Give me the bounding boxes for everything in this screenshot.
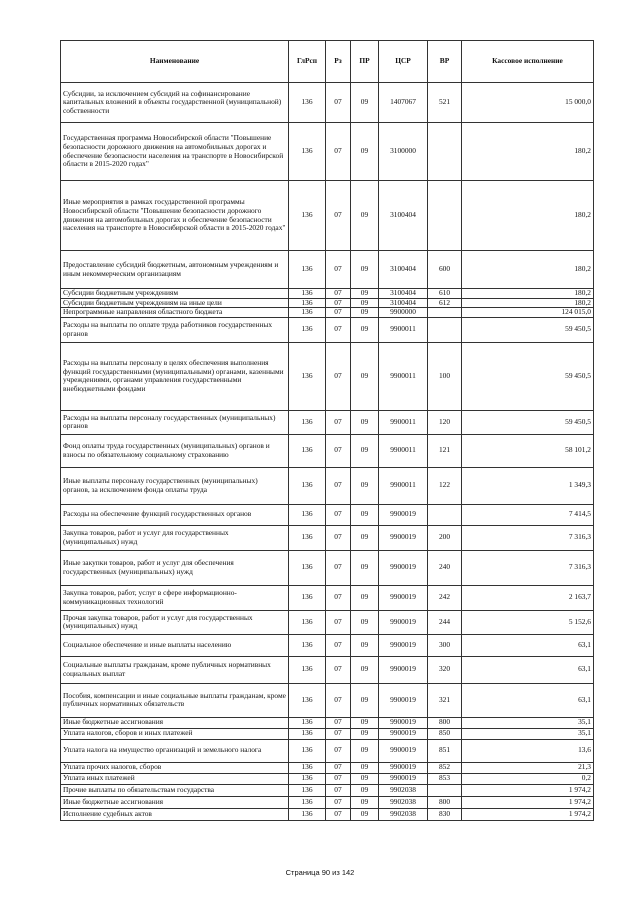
cell-name: Предоставление субсидий бюджетным, автономным учреждениям и иным некоммерческим организациям xyxy=(61,251,289,289)
cell-csr: 9900019 xyxy=(379,525,428,550)
cell-rz: 07 xyxy=(326,585,351,610)
cell-amount: 59 450,5 xyxy=(462,410,594,434)
table-row xyxy=(61,504,594,525)
cell-amount: 7 414,5 xyxy=(462,504,594,525)
cell-name: Расходы на выплаты по оплате труда работников государственных органов xyxy=(61,317,289,342)
cell-rz: 07 xyxy=(326,728,351,739)
cell-rz: 07 xyxy=(326,683,351,717)
cell-pr: 09 xyxy=(351,796,379,808)
cell-glrsp: 136 xyxy=(289,525,326,550)
header-amount: Кассовое исполнение xyxy=(462,41,594,83)
cell-csr: 9902038 xyxy=(379,784,428,796)
table-row xyxy=(61,550,594,585)
cell-rz: 07 xyxy=(326,796,351,808)
cell-pr: 09 xyxy=(351,434,379,467)
cell-pr: 09 xyxy=(351,289,379,299)
cell-glrsp: 136 xyxy=(289,784,326,796)
cell-rz: 07 xyxy=(326,550,351,585)
cell-glrsp: 136 xyxy=(289,656,326,683)
cell-glrsp: 136 xyxy=(289,504,326,525)
cell-vr xyxy=(428,504,462,525)
cell-name: Иные закупки товаров, работ и услуг для обеспечения государственных (муниципальных) нужд xyxy=(61,550,289,585)
cell-vr: 853 xyxy=(428,773,462,784)
cell-name: Прочая закупка товаров, работ и услуг для государственных (муниципальных) нужд xyxy=(61,610,289,634)
cell-amount: 180,2 xyxy=(462,289,594,299)
cell-rz: 07 xyxy=(326,467,351,504)
table-row xyxy=(61,342,594,410)
cell-name: Расходы на выплаты персоналу в целях обеспечения выполнения функций государственными (муниципальными) органами, казенными учреждениями, органами управления государственными внебюджетными фондами xyxy=(61,342,289,410)
cell-vr: 850 xyxy=(428,728,462,739)
cell-vr: 600 xyxy=(428,251,462,289)
cell-amount: 5 152,6 xyxy=(462,610,594,634)
cell-amount: 58 101,2 xyxy=(462,434,594,467)
cell-amount: 63,1 xyxy=(462,634,594,656)
cell-csr: 9900019 xyxy=(379,762,428,773)
cell-amount: 124 015,0 xyxy=(462,308,594,318)
cell-pr: 09 xyxy=(351,504,379,525)
cell-name: Непрограммные направления областного бюджета xyxy=(61,308,289,318)
cell-csr: 9900019 xyxy=(379,717,428,728)
cell-rz: 07 xyxy=(326,181,351,251)
cell-amount: 35,1 xyxy=(462,728,594,739)
table-row xyxy=(61,123,594,181)
cell-amount: 180,2 xyxy=(462,251,594,289)
table-row xyxy=(61,739,594,762)
cell-glrsp: 136 xyxy=(289,298,326,308)
cell-csr: 9900019 xyxy=(379,656,428,683)
table-row xyxy=(61,773,594,784)
cell-csr: 9900011 xyxy=(379,410,428,434)
cell-rz: 07 xyxy=(326,773,351,784)
cell-csr: 9900019 xyxy=(379,773,428,784)
cell-vr xyxy=(428,784,462,796)
cell-glrsp: 136 xyxy=(289,467,326,504)
cell-vr: 521 xyxy=(428,83,462,123)
table-row xyxy=(61,634,594,656)
cell-pr: 09 xyxy=(351,317,379,342)
cell-name: Иные бюджетные ассигнования xyxy=(61,717,289,728)
cell-vr: 242 xyxy=(428,585,462,610)
cell-csr: 9902038 xyxy=(379,808,428,820)
cell-amount: 15 000,0 xyxy=(462,83,594,123)
cell-csr: 9900011 xyxy=(379,342,428,410)
cell-pr: 09 xyxy=(351,83,379,123)
cell-name: Уплата иных платежей xyxy=(61,773,289,784)
cell-pr: 09 xyxy=(351,467,379,504)
cell-name: Уплата налога на имущество организаций и земельного налога xyxy=(61,739,289,762)
cell-pr: 09 xyxy=(351,728,379,739)
table-row xyxy=(61,762,594,773)
page-number: Страница 90 из 142 xyxy=(285,868,355,877)
cell-glrsp: 136 xyxy=(289,308,326,318)
table-row xyxy=(61,434,594,467)
cell-name: Иные мероприятия в рамках государственной программы Новосибирской области "Повышение безопасности дорожного движения на автомобильных дорогах и обеспечение безопасности населения на транспорте в Новосибирской области в 2015-2020 годах" xyxy=(61,181,289,251)
cell-csr: 3100404 xyxy=(379,251,428,289)
cell-rz: 07 xyxy=(326,308,351,318)
cell-glrsp: 136 xyxy=(289,83,326,123)
table-row xyxy=(61,728,594,739)
cell-name: Социальное обеспечение и иные выплаты населению xyxy=(61,634,289,656)
cell-vr: 612 xyxy=(428,298,462,308)
cell-csr: 9900011 xyxy=(379,317,428,342)
cell-amount: 1 974,2 xyxy=(462,808,594,820)
header-pr: ПР xyxy=(351,41,379,83)
cell-csr: 9900019 xyxy=(379,610,428,634)
cell-amount: 59 450,5 xyxy=(462,342,594,410)
header-glrsp: ГлРсп xyxy=(289,41,326,83)
cell-vr: 800 xyxy=(428,796,462,808)
cell-amount: 63,1 xyxy=(462,683,594,717)
cell-rz: 07 xyxy=(326,83,351,123)
cell-pr: 09 xyxy=(351,525,379,550)
cell-pr: 09 xyxy=(351,656,379,683)
table-row xyxy=(61,251,594,289)
cell-pr: 09 xyxy=(351,634,379,656)
cell-rz: 07 xyxy=(326,317,351,342)
header-name: Наименование xyxy=(61,41,289,83)
cell-amount: 13,6 xyxy=(462,739,594,762)
table-row xyxy=(61,298,594,308)
cell-rz: 07 xyxy=(326,434,351,467)
cell-pr: 09 xyxy=(351,717,379,728)
cell-name: Субсидии бюджетным учреждениям на иные цели xyxy=(61,298,289,308)
budget-table xyxy=(60,40,594,821)
cell-name: Субсидии, за исключением субсидий на софинансирование капитальных вложений в объекты государственной (муниципальной) собственности xyxy=(61,83,289,123)
cell-csr: 9900019 xyxy=(379,683,428,717)
cell-name: Субсидии бюджетным учреждениям xyxy=(61,289,289,299)
cell-name: Пособия, компенсации и иные социальные выплаты гражданам, кроме публичных нормативных обязательств xyxy=(61,683,289,717)
cell-amount: 180,2 xyxy=(462,181,594,251)
cell-glrsp: 136 xyxy=(289,762,326,773)
cell-name: Прочие выплаты по обязательствам государства xyxy=(61,784,289,796)
cell-name: Фонд оплаты труда государственных (муниципальных) органов и взносы по обязательному социальному страхованию xyxy=(61,434,289,467)
cell-csr: 3100000 xyxy=(379,123,428,181)
table-row xyxy=(61,717,594,728)
cell-vr: 852 xyxy=(428,762,462,773)
table-row xyxy=(61,683,594,717)
cell-csr: 9900019 xyxy=(379,504,428,525)
cell-glrsp: 136 xyxy=(289,434,326,467)
cell-glrsp: 136 xyxy=(289,610,326,634)
cell-pr: 09 xyxy=(351,342,379,410)
cell-rz: 07 xyxy=(326,656,351,683)
cell-glrsp: 136 xyxy=(289,123,326,181)
header-vr: ВР xyxy=(428,41,462,83)
cell-pr: 09 xyxy=(351,784,379,796)
cell-pr: 09 xyxy=(351,298,379,308)
cell-vr xyxy=(428,317,462,342)
cell-vr: 800 xyxy=(428,717,462,728)
cell-csr: 9900011 xyxy=(379,434,428,467)
cell-vr xyxy=(428,123,462,181)
cell-glrsp: 136 xyxy=(289,808,326,820)
cell-pr: 09 xyxy=(351,762,379,773)
cell-glrsp: 136 xyxy=(289,728,326,739)
cell-vr: 200 xyxy=(428,525,462,550)
cell-csr: 3100404 xyxy=(379,289,428,299)
cell-glrsp: 136 xyxy=(289,317,326,342)
header-rz: Рз xyxy=(326,41,351,83)
cell-vr: 830 xyxy=(428,808,462,820)
table-row xyxy=(61,808,594,820)
cell-rz: 07 xyxy=(326,123,351,181)
table-row xyxy=(61,289,594,299)
cell-vr: 320 xyxy=(428,656,462,683)
cell-amount: 1 974,2 xyxy=(462,784,594,796)
cell-pr: 09 xyxy=(351,773,379,784)
cell-pr: 09 xyxy=(351,251,379,289)
cell-pr: 09 xyxy=(351,683,379,717)
table-header-row xyxy=(61,41,594,83)
cell-vr: 122 xyxy=(428,467,462,504)
cell-glrsp: 136 xyxy=(289,634,326,656)
cell-name: Иные бюджетные ассигнования xyxy=(61,796,289,808)
cell-name: Социальные выплаты гражданам, кроме публичных нормативных социальных выплат xyxy=(61,656,289,683)
table-row xyxy=(61,467,594,504)
cell-amount: 0,2 xyxy=(462,773,594,784)
cell-glrsp: 136 xyxy=(289,683,326,717)
cell-glrsp: 136 xyxy=(289,796,326,808)
cell-name: Уплата налогов, сборов и иных платежей xyxy=(61,728,289,739)
cell-rz: 07 xyxy=(326,762,351,773)
cell-rz: 07 xyxy=(326,342,351,410)
cell-glrsp: 136 xyxy=(289,410,326,434)
cell-glrsp: 136 xyxy=(289,181,326,251)
cell-amount: 59 450,5 xyxy=(462,317,594,342)
cell-pr: 09 xyxy=(351,808,379,820)
cell-amount: 2 163,7 xyxy=(462,585,594,610)
cell-csr: 9900000 xyxy=(379,308,428,318)
cell-rz: 07 xyxy=(326,298,351,308)
cell-amount: 63,1 xyxy=(462,656,594,683)
cell-vr: 240 xyxy=(428,550,462,585)
cell-name: Расходы на обеспечение функций государственных органов xyxy=(61,504,289,525)
cell-rz: 07 xyxy=(326,251,351,289)
table-row xyxy=(61,796,594,808)
cell-rz: 07 xyxy=(326,808,351,820)
cell-rz: 07 xyxy=(326,634,351,656)
cell-csr: 9900011 xyxy=(379,467,428,504)
cell-glrsp: 136 xyxy=(289,342,326,410)
table-row xyxy=(61,525,594,550)
cell-pr: 09 xyxy=(351,410,379,434)
cell-glrsp: 136 xyxy=(289,585,326,610)
cell-name: Уплата прочих налогов, сборов xyxy=(61,762,289,773)
cell-name: Иные выплаты персоналу государственных (муниципальных) органов, за исключением фонда оплаты труда xyxy=(61,467,289,504)
cell-glrsp: 136 xyxy=(289,773,326,784)
cell-pr: 09 xyxy=(351,123,379,181)
cell-rz: 07 xyxy=(326,525,351,550)
cell-pr: 09 xyxy=(351,585,379,610)
cell-csr: 9900019 xyxy=(379,550,428,585)
cell-name: Расходы на выплаты персоналу государственных (муниципальных) органов xyxy=(61,410,289,434)
cell-vr xyxy=(428,181,462,251)
cell-rz: 07 xyxy=(326,739,351,762)
cell-pr: 09 xyxy=(351,550,379,585)
cell-rz: 07 xyxy=(326,717,351,728)
table-row xyxy=(61,784,594,796)
cell-amount: 21,3 xyxy=(462,762,594,773)
cell-name: Исполнение судебных актов xyxy=(61,808,289,820)
cell-glrsp: 136 xyxy=(289,550,326,585)
table-row xyxy=(61,410,594,434)
table-row xyxy=(61,656,594,683)
cell-rz: 07 xyxy=(326,784,351,796)
cell-csr: 3100404 xyxy=(379,298,428,308)
cell-csr: 9902038 xyxy=(379,796,428,808)
cell-name: Государственная программа Новосибирской области "Повышение безопасности дорожного движения на автомобильных дорогах и обеспечение безопасности населения на транспорте в Новосибирской области в 2015-2020 годах" xyxy=(61,123,289,181)
cell-amount: 1 349,3 xyxy=(462,467,594,504)
cell-glrsp: 136 xyxy=(289,251,326,289)
cell-csr: 9900019 xyxy=(379,739,428,762)
table-row xyxy=(61,83,594,123)
cell-csr: 9900019 xyxy=(379,585,428,610)
table-row xyxy=(61,585,594,610)
cell-vr: 851 xyxy=(428,739,462,762)
cell-glrsp: 136 xyxy=(289,289,326,299)
cell-name: Закупка товаров, работ и услуг для государственных (муниципальных) нужд xyxy=(61,525,289,550)
cell-csr: 1407067 xyxy=(379,83,428,123)
cell-vr: 610 xyxy=(428,289,462,299)
cell-glrsp: 136 xyxy=(289,739,326,762)
cell-glrsp: 136 xyxy=(289,717,326,728)
cell-amount: 35,1 xyxy=(462,717,594,728)
cell-amount: 7 316,3 xyxy=(462,525,594,550)
header-csr: ЦСР xyxy=(379,41,428,83)
cell-vr xyxy=(428,308,462,318)
cell-vr: 120 xyxy=(428,410,462,434)
cell-name: Закупка товаров, работ, услуг в сфере информационно-коммуникационных технологий xyxy=(61,585,289,610)
cell-vr: 100 xyxy=(428,342,462,410)
cell-rz: 07 xyxy=(326,504,351,525)
cell-pr: 09 xyxy=(351,181,379,251)
cell-rz: 07 xyxy=(326,410,351,434)
cell-amount: 1 974,2 xyxy=(462,796,594,808)
cell-vr: 244 xyxy=(428,610,462,634)
table-row xyxy=(61,181,594,251)
cell-csr: 9900019 xyxy=(379,634,428,656)
table-row xyxy=(61,610,594,634)
cell-csr: 9900019 xyxy=(379,728,428,739)
cell-rz: 07 xyxy=(326,289,351,299)
cell-pr: 09 xyxy=(351,610,379,634)
cell-vr: 300 xyxy=(428,634,462,656)
cell-pr: 09 xyxy=(351,308,379,318)
table-row xyxy=(61,317,594,342)
cell-amount: 7 316,3 xyxy=(462,550,594,585)
cell-amount: 180,2 xyxy=(462,298,594,308)
cell-vr: 121 xyxy=(428,434,462,467)
cell-csr: 3100404 xyxy=(379,181,428,251)
cell-vr: 321 xyxy=(428,683,462,717)
cell-rz: 07 xyxy=(326,610,351,634)
cell-pr: 09 xyxy=(351,739,379,762)
table-row xyxy=(61,308,594,318)
cell-amount: 180,2 xyxy=(462,123,594,181)
